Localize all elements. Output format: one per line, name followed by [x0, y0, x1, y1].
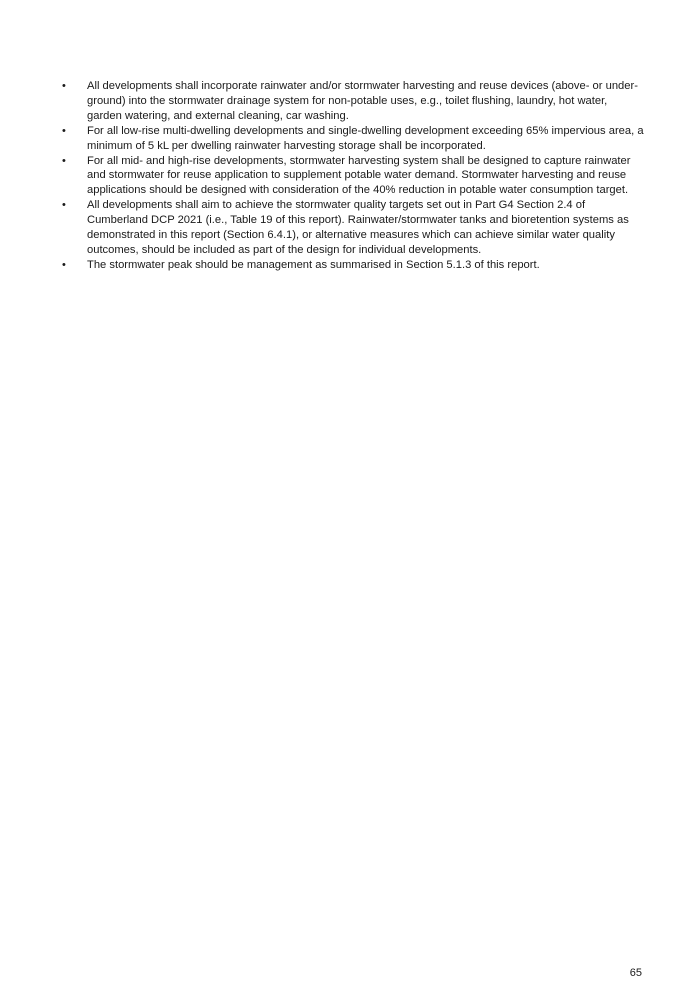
bullet-marker: • — [62, 124, 66, 137]
list-item — [62, 258, 644, 273]
list-item — [62, 198, 644, 258]
bullet-marker: • — [62, 199, 66, 212]
list-item — [62, 124, 644, 154]
bullet-list — [62, 79, 644, 273]
bullet-marker: • — [62, 154, 66, 167]
bullet-marker: • — [62, 258, 66, 271]
bullet-marker: • — [62, 80, 66, 92]
bullet-text: All developments shall incorporate rainwater and/or stormwater harvesting and reuse devices (above- or under-ground) into the stormwater drainage system for non-potable uses, e.g., toilet flushing, laundry, hot water, garden watering, and external cleaning, car washing. — [87, 80, 638, 122]
bullet-text: For all low-rise multi-dwelling developments and single-dwelling development exceeding 65% impervious area, a minimum of 5 kL per dwelling rainwater harvesting storage shall be incorporated. — [87, 124, 644, 152]
bullet-text: All developments shall aim to achieve the stormwater quality targets set out in Part G4 Section 2.4 of Cumberland DCP 2021 (i.e., Table 19 of this report). Rainwater/stormwater tanks and bioretention systems as demonstrated in this report (Section 6.4.1), or alternative measures which can achieve similar water quality outcomes, should be included as part of the design for individual developments. — [87, 199, 629, 256]
list-item — [62, 79, 644, 124]
list-item — [62, 154, 644, 199]
bullet-text: The stormwater peak should be management as summarised in Section 5.1.3 of this report. — [87, 258, 540, 271]
bullet-text: For all mid- and high-rise developments, stormwater harvesting system shall be designed to capture rainwater and stormwater for reuse application to supplement potable water demand. Stormwater harvesting and reuse applications should be designed with consideration of the 40% reduction in potable water consumption target. — [87, 154, 631, 197]
page-number: 65 — [629, 967, 642, 979]
